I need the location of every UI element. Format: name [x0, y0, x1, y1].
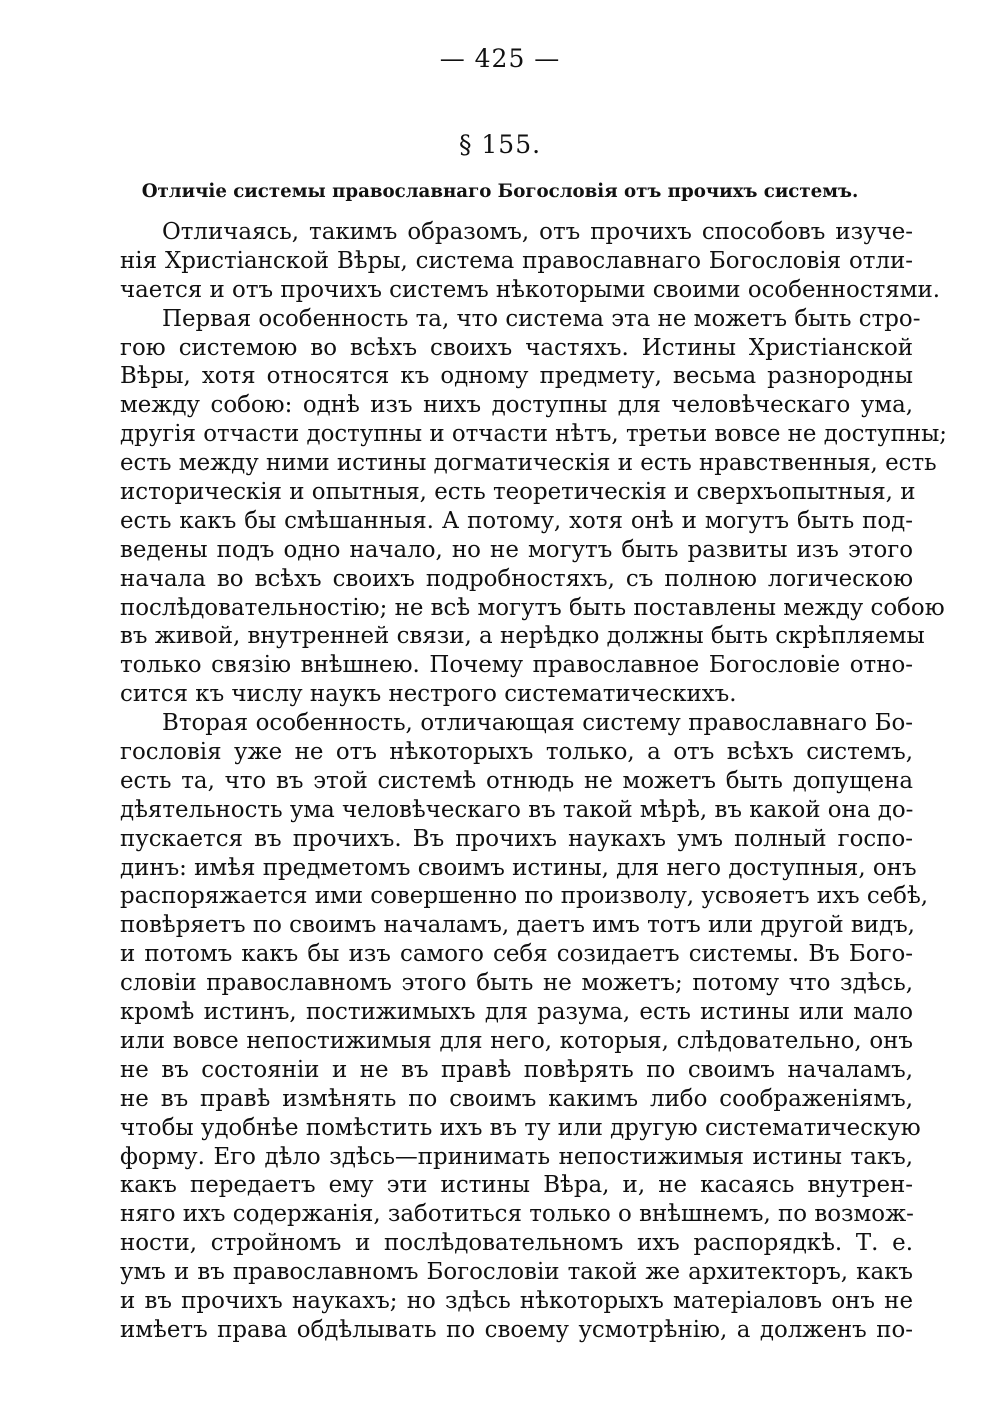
text-line: или вовсе непостижимыя для него, которыя, слѣдовательно, онъ: [120, 1027, 913, 1054]
text-line: есть какъ бы смѣшанныя. А потому, хотя онѣ и могутъ быть под-: [120, 507, 913, 534]
section-title: Отличіе системы православнаго Богословія отъ прочихъ системъ.: [141, 181, 859, 202]
text-line: имѣетъ права обдѣлывать по своему усмотрѣнію, а долженъ по-: [120, 1316, 913, 1343]
text-line: послѣдовательностію; не всѣ могутъ быть поставлены между собою: [120, 594, 945, 621]
text-line: гою системою во всѣхъ своихъ частяхъ. Истины Христіанской: [120, 334, 913, 361]
text-line: умъ и въ православномъ Богословіи такой же архитекторъ, какъ: [120, 1259, 913, 1286]
text-line: повѣряетъ по своимъ началамъ, даетъ имъ тотъ или другой видъ,: [120, 912, 915, 939]
text-line: Вѣры, хотя относятся къ одному предмету, весьма разнородны: [120, 363, 913, 390]
body-text: [120, 218, 948, 1345]
text-line: ности, стройномъ и послѣдовательномъ ихъ распорядкѣ. Т. е.: [120, 1230, 913, 1257]
text-line: между собою: однѣ изъ нихъ доступны для человѣческаго ума,: [120, 392, 913, 419]
text-line: распоряжается ими совершенно по произволу, усвояетъ ихъ себѣ,: [120, 883, 929, 910]
text-line: чается и отъ прочихъ системъ нѣкоторыми своими особенностями.: [120, 276, 941, 303]
text-line: другія отчасти доступны и отчасти нѣтъ, третьи вовсе не доступны;: [120, 421, 948, 448]
text-line: дѣятельность ума человѣческаго въ такой мѣрѣ, въ какой она до-: [120, 796, 914, 823]
text-line: форму. Его дѣло здѣсь—принимать непостижимыя истины такъ,: [120, 1143, 913, 1170]
page-number: — 425 —: [439, 44, 561, 73]
text-line: ведены подъ одно начало, но не могутъ быть развиты изъ этого: [120, 536, 913, 563]
text-line: гословія уже не отъ нѣкоторыхъ только, а отъ всѣхъ системъ,: [120, 739, 913, 766]
text-line: сится къ числу наукъ нестрого систематическихъ.: [120, 681, 737, 708]
text-line: не въ правѣ измѣнять по своимъ какимъ либо соображеніямъ,: [120, 1085, 913, 1112]
text-line: есть та, что въ этой системѣ отнюдь не можетъ быть допущена: [120, 767, 913, 794]
text-line: няго ихъ содержанія, заботиться только о внѣшнемъ, по возмож-: [120, 1201, 914, 1228]
text-line: только связію внѣшнею. Почему православное Богословіе отно-: [120, 652, 913, 679]
text-line: не въ состояніи и не въ правѣ повѣрять по своимъ началамъ,: [120, 1056, 913, 1083]
text-line: есть между ними истины догматическія и есть нравственныя, есть: [120, 450, 937, 477]
text-line: въ живой, внутренней связи, а нерѣдко должны быть скрѣпляемы: [120, 623, 925, 650]
text-line: какъ передаетъ ему эти истины Вѣра, и, не касаясь внутрен-: [120, 1172, 913, 1199]
text-line: кромѣ истинъ, постижимыхъ для разума, есть истины или мало: [120, 999, 913, 1026]
text-line: и въ прочихъ наукахъ; но здѣсь нѣкоторыхъ матеріаловъ онъ не: [120, 1287, 913, 1314]
text-line: Вторая особенность, отличающая систему православнаго Бо-: [162, 710, 913, 737]
text-line: нія Христіанской Вѣры, система православнаго Богословія отли-: [120, 247, 913, 274]
text-line: историческія и опытныя, есть теоретическія и сверхъопытныя, и: [120, 479, 916, 506]
text-line: чтобы удобнѣе помѣстить ихъ въ ту или другую систематическую: [120, 1114, 921, 1141]
section-number: § 155.: [458, 130, 542, 159]
text-line: и потомъ какъ бы изъ самого себя созидаетъ системы. Въ Бого-: [120, 941, 913, 968]
text-line: пускается въ прочихъ. Въ прочихъ наукахъ умъ полный госпо-: [120, 825, 913, 852]
text-line: динъ: имѣя предметомъ своимъ истины, для него доступныя, онъ: [120, 854, 917, 881]
text-line: Первая особенность та, что система эта не можетъ быть стро-: [162, 305, 921, 332]
text-line: начала во всѣхъ своихъ подробностяхъ, съ полною логическою: [120, 565, 913, 592]
text-line: Отличаясь, такимъ образомъ, отъ прочихъ способовъ изуче-: [162, 219, 913, 245]
text-line: словіи православномъ этого быть не можетъ; потому что здѣсь,: [120, 970, 913, 997]
